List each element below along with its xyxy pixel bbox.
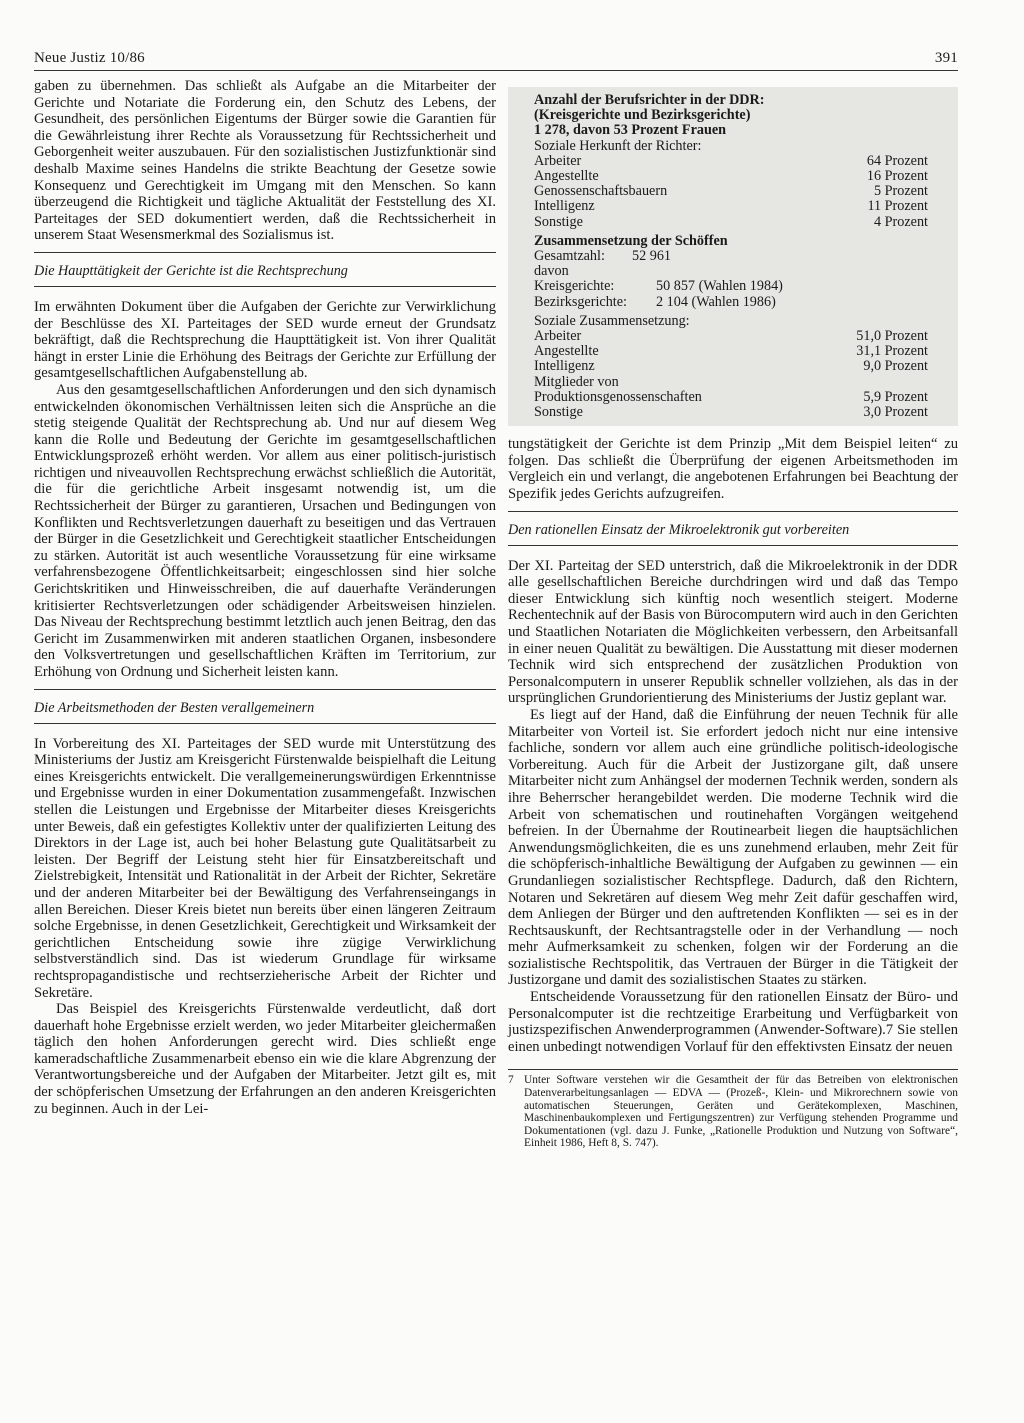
stats-members-label: Mitglieder von (534, 373, 619, 390)
paragraph: Aus den gesamtgesellschaftlichen Anforderungen und den sich dynamisch entwickelnden ökonomischen Verhältnissen leiten sich die Ansprüche an die stetig steigende Qualität der Rechtsprechung ab. Und nur auf diesem Weg kann die Rolle und Bedeutung der Gerichte im gesamtgesellschaftlichen Entwicklungsprozeß erhöht werden. Vor allem aus einer politisch-juristisch richtigen und niveauvollen Rechtsprechung erwächst schließlich die Autorität, die für die gerichtliche Arbeit insgesamt notwendig ist, um die Rechtssicherheit der Bürger zu garantieren, Ursachen und Bedingungen von Konflikten und Rechtsverletzungen dauerhaft zu beseitigen und das Vertrauen der Bürger in die Gesetzlichkeit und Gerechtigkeit staatlicher Entscheidungen zu stärken. Autorität ist auch wesentliche Voraussetzung für eine wirksame verfahrensbezogene Öffentlichkeitsarbeit; eingeschlossen sind hier solche Gerichtskritiken und Hinweisschreiben, die auf dauerhafte Veränderungen kritisierter Rechtsverletzungen oder schädigender Arbeitsweisen hinzielen. Das Niveau der Rechtsprechung bestimmt letztlich auch jenen Beitrag, den das Gericht im Zusammenwirken mit anderen staatlichen Organen, insbesondere den Volksvertretungen und gesellschaftlichen Kräften im Territorium, zur Erhöhung von Ordnung und Sicherheit leisten kann. (34, 381, 496, 680)
stats-row: Produktionsgenossenschaften 5,9 Prozent (534, 388, 928, 405)
paragraph: gaben zu übernehmen. Das schließt als Aufgabe an die Mitarbeiter der Gerichte und Notariate die Forderung ein, den Schutz des Lebens, der Gesundheit, des persönlichen Eigentums der Bürger sowie die Garantien für die Gewährleistung ihrer Rechte als Voraussetzung für Rechtssicherheit und Geborgenheit weiter auszubauen. Für den sozialistischen Justizfunktionär sind deshalb Maxime seines Handelns die strikte Beachtung der Gesetze sowie Konsequenz und Gerechtigkeit im Umgang mit den Menschen. So kann überzeugend die Richtigkeit und tägliche Aktualität der Feststellung des XI. Parteitages der SED dokumentiert werden, daß die Rechtssicherheit in unserem Staat Wesensmerkmal des Sozialismus ist. (34, 78, 496, 244)
page-header (34, 48, 958, 71)
social-origin-label: Soziale Herkunft der Richter: (534, 137, 702, 154)
stats-row: Sonstige 4 Prozent (534, 213, 928, 230)
stats-row: Intelligenz 9,0 Prozent (534, 358, 928, 375)
paragraph: Das Beispiel des Kreisgerichts Fürstenwalde verdeutlicht, daß dort dauerhaft hohe Ergebnisse erzielt werden, wo jeder Mitarbeiter gleichermaßen täglich den hohen Anforderungen gerecht wird. Dies schließt enge kameradschaftliche Zusammenarbeit ebenso ein wie die klare Abgrenzung der Verantwortungsbereiche und der Aufgaben der Mitarbeiter. Jetzt gilt es, mit der schöpferischen Umsetzung der Erfahrungen an den anderen Kreisgerichten zu beginnen. Auch in der Lei- (34, 1001, 496, 1117)
stats-row: Kreisgerichte: 50 857 (Wahlen 1984) (534, 278, 783, 295)
stats-row: Arbeiter 64 Prozent (534, 152, 928, 169)
stats-row: Bezirksgerichte: 2 104 (Wahlen 1986) (534, 293, 776, 310)
right-column (508, 78, 958, 1150)
schoeffen-title: Zusammensetzung der Schöffen (534, 232, 728, 249)
paragraph: tungstätigkeit der Gerichte ist dem Prinzip „Mit dem Beispiel leiten“ zu folgen. Das schließt die Überprüfung der eigenen Arbeitsmethoden im Vergleich ein und verlangt, die angebotenen Erfahrungen bei Beachtung der Spezifik jedes Gerichts aufzugreifen. (508, 436, 958, 503)
stats-davon: davon (534, 263, 569, 280)
stats-subtitle: (Kreisgerichte und Bezirksgerichte) (534, 107, 751, 124)
stats-row: Angestellte 31,1 Prozent (534, 343, 928, 360)
section-heading: Die Haupttätigkeit der Gerichte ist die Rechtsprechung (34, 252, 496, 287)
stats-row: Intelligenz 11 Prozent (534, 198, 928, 215)
section-heading: Die Arbeitsmethoden der Besten verallgemeinern (34, 689, 496, 724)
paragraph: In Vorbereitung des XI. Parteitages der SED wurde mit Unterstützung des Ministeriums der Justiz am Kreisgericht Fürstenwalde beispielhaft die Leitung eines Kreisgerichts entwickelt. Die verallgemeinerungswürdigen Erkenntnisse und Ergebnisse wurden in einer Dokumentation zusammengefaßt. Inzwischen stellen die Leistungen und Ergebnisse der Mitarbeiter dieses Kreisgerichts unter Beweis, daß ein gefestigtes Kollektiv unter der qualifizierten Leitung des Direktors in der Lage ist, auch bei hoher Belastung gute Qualitätsarbeit zu leisten. Der Begriff der Leistung steht hier für Einsatzbereitschaft und Zielstrebigkeit, Intensität und Rationalität in der Arbeit der Richter, Sekretäre und der anderen Mitarbeiter bei der Bewältigung des Verfahrenseingangs in allen Bereichen. Dieser Kreis bietet nun bereits über einen längeren Zeitraum solche Ergebnisse, in denen Gesetzlichkeit, Gerechtigkeit und Wirksamkeit der gerichtlichen Entscheidung sowie ihre zügige Verwirklichung selbstverständlich sind. Das ist wiederum Grundlage für wirksame rechtspropagandistische und rechtserzieherische Arbeit der Richter und Sekretäre. (34, 735, 496, 1001)
paragraph: Es liegt auf der Hand, daß die Einführung der neuen Technik für alle Mitarbeiter von Vorteil ist. Sie erfordert jedoch nicht nur eine intensive fachliche, sondern vor allem auch eine gründliche politisch-ideologische Vorbereitung. Auch für die Arbeit der Justizorgane gilt, daß unsere Mitarbeiter nicht zum Anhängsel der modernen Technik werden, sondern als ihre Beherrscher herangebildet werden. Die moderne Technik wird die Arbeit von schematischen und routinehaften Vorgängen weitgehend befreien. In der Übernahme der Routinearbeit liegen die hauptsächlichen Anwendungsmöglichkeiten, die es uns zunehmend erlauben, mehr Zeit für die schöpferisch-inhaltliche Bewältigung der Aufgaben zu gewinnen — ein Grundanliegen sozialistischer Rechtspflege. Dadurch, daß den Richtern, Notaren und Sekretären auf diesem Weg mehr Zeit dafür geschaffen wird, dem Anliegen der Bürger und den auftretenden Konflikten — sei es in der Rechtsauskunft, der Rechtsantragstelle oder in der Verhandlung — noch mehr Aufmerksamkeit zu schenken, folgen wir der Forderung an die sozialistische Rechtspolitik, das Vertrauen der Bürger in die Tätigkeit der Justizorgane und damit des sozialistischen Staates zu stärken. (508, 706, 958, 989)
page-number: 391 (934, 50, 958, 66)
stats-row: Gesamtzahl: 52 961 (534, 248, 672, 265)
paragraph: Im erwähnten Dokument über die Aufgaben der Gerichte zur Verwirklichung der Beschlüsse des XI. Parteitages der SED wurde erneut der Grundsatz bekräftigt, daß die Rechtsprechung die Haupttätigkeit ist. Von ihrer Qualität hängt in erster Linie die Erhöhung des Beitrags der Gerichte zur Erfüllung der gesamtgesellschaftlichen Aufgabenstellung ab. (34, 298, 496, 382)
statistics-box (508, 87, 958, 426)
stats-row: Arbeiter 51,0 Prozent (534, 328, 928, 345)
paragraph: Entscheidende Voraussetzung für den rationellen Einsatz der Büro- und Personalcomputer ist die rechtzeitige Erarbeitung und Verfügbarkeit von justizspezifischen Anwenderprogrammen (Anwender-Software).7 Sie stellen einen unbedingt notwendigen Vorlauf für den effektivsten Einsatz der neuen (508, 989, 958, 1055)
stats-title: Anzahl der Berufsrichter in der DDR: (534, 92, 765, 108)
paragraph: Der XI. Parteitag der SED unterstrich, daß die Mikroelektronik in der DDR alle gesellschaftlichen Bereiche durchdringen wird und daß das Tempo dieser Entwicklung sich künftig noch wesentlich steigert. Moderne Rechentechnik auf der Basis von Bürocomputern wird auch in den Gerichten und Staatlichen Notariaten die Möglichkeiten verbessern, den Arbeitsanfall in einer neuen Qualität zu bewältigen. Die Ausstattung mit dieser modernen Technik wird sich entsprechend der zusätzlichen Produktion von Personalcomputern in unserer Republik schneller vollziehen, als das in der ursprünglichen Grundorientierung des Ministeriums der Justiz geplant war. (508, 557, 958, 707)
footnote-text: Unter Software verstehen wir die Gesamtheit der für das Betreiben von elektronischen Datenverarbeitungsanlagen — EDVA — (Prozeß-, Klein- und Mikrorechnern sowie von automatischen Steuerungen, Geräten und Gerätekomplexen, Maschinen, Maschinenbaukomplexen und Fertigungszentren) zur Verfügung stehenden Programme und Dokumentationen (vgl. dazu J. Funke, „Rationelle Produktion und Nutzung von Software“, Einheit 1986, Heft 8, S. 747). (524, 1074, 958, 1150)
section-heading: Den rationellen Einsatz der Mikroelektronik gut vorbereiten (508, 511, 958, 546)
footnote (508, 1069, 958, 1150)
social-composition-label: Soziale Zusammensetzung: (534, 312, 690, 329)
stats-row: Genossenschaftsbauern 5 Prozent (534, 183, 928, 200)
stats-row: Sonstige 3,0 Prozent (534, 404, 928, 421)
left-column (34, 78, 496, 1117)
stats-row: Angestellte 16 Prozent (534, 168, 928, 185)
footnote-number: 7 (508, 1074, 514, 1087)
stats-total: 1 278, davon 53 Prozent Frauen (534, 122, 727, 139)
publication-title: Neue Justiz 10/86 (34, 50, 145, 66)
